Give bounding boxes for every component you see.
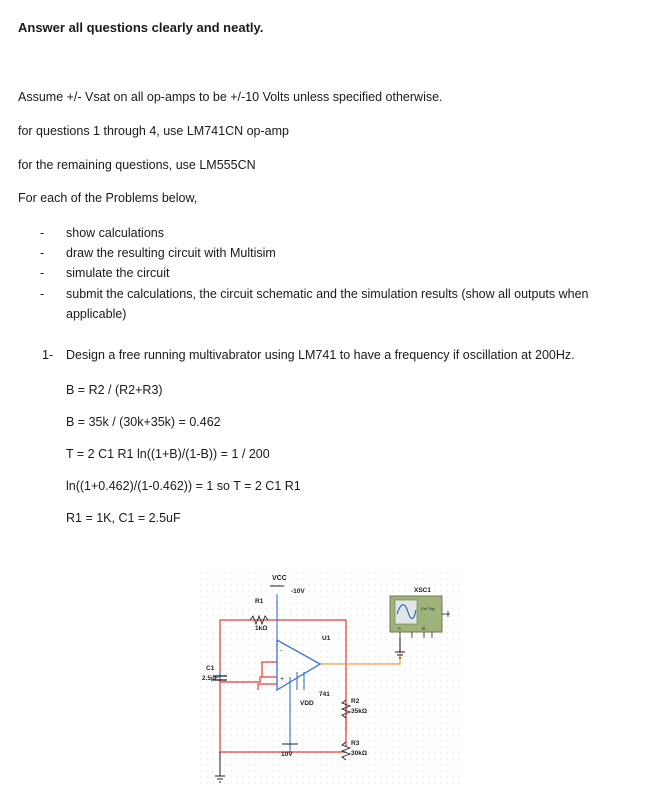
intro-line-vsat: Assume +/- Vsat on all op-amps to be +/-10 Volts unless specified otherwise.	[18, 90, 443, 104]
u1-label: U1	[322, 635, 331, 642]
calc-line-b-formula: B = R2 / (R2+R3)	[66, 383, 163, 397]
bullet-marker: -	[40, 266, 45, 280]
scope-trigger-label: Ext Trig	[421, 606, 435, 611]
calc-line-b-value: B = 35k / (30k+35k) = 0.462	[66, 415, 221, 429]
intro-line-problems: For each of the Problems below,	[18, 191, 198, 205]
c1-label: C1	[206, 665, 215, 672]
oscilloscope-screen	[395, 600, 417, 624]
opamp-minus-sign: -	[280, 648, 283, 655]
bullet-marker: -	[40, 246, 45, 260]
r2-value: 35kΩ	[351, 708, 368, 715]
intro-line-lm555: for the remaining questions, use LM555CN	[18, 158, 256, 172]
question-text: Design a free running multivabrator using LM741 to have a frequency if oscillation at 200Hz.	[66, 348, 575, 362]
vcc-label: VCC	[272, 575, 287, 582]
page-heading: Answer all questions clearly and neatly.	[18, 20, 264, 35]
calc-line-ln: ln((1+0.462)/(1-0.462)) = 1 so T = 2 C1 R1	[66, 479, 301, 493]
vdd-value: 10V	[281, 751, 293, 758]
bullet-item-continuation: applicable)	[66, 307, 127, 321]
r1-value: 1kΩ	[255, 625, 268, 632]
r1-label: R1	[255, 598, 264, 605]
scope-channel-a: A	[398, 626, 402, 631]
vdd-label: VDD	[300, 700, 314, 707]
bullet-item: show calculations	[66, 226, 164, 240]
intro-line-lm741: for questions 1 through 4, use LM741CN op-amp	[18, 124, 289, 138]
scope-label: XSC1	[414, 587, 431, 594]
calc-line-period: T = 2 C1 R1 ln((1+B)/(1-B)) = 1 / 200	[66, 447, 270, 461]
bullet-item: draw the resulting circuit with Multisim	[66, 246, 276, 260]
r2-label: R2	[351, 698, 360, 705]
vcc-value: -10V	[291, 588, 305, 595]
r3-value: 30kΩ	[351, 750, 368, 757]
scope-channel-b: B	[422, 626, 426, 631]
bullet-item: simulate the circuit	[66, 266, 170, 280]
c1-value: 2.5µF	[202, 675, 219, 682]
bullet-item: submit the calculations, the circuit schematic and the simulation results (show all outputs when	[66, 287, 589, 301]
bullet-marker: -	[40, 287, 45, 301]
opamp-plus-sign: +	[280, 676, 285, 683]
calc-line-components: R1 = 1K, C1 = 2.5uF	[66, 511, 181, 525]
question-number: 1-	[42, 348, 54, 362]
bullet-marker: -	[40, 226, 45, 240]
circuit-schematic	[200, 572, 462, 788]
r3-label: R3	[351, 740, 360, 747]
opamp-part-label: 741	[319, 691, 330, 698]
